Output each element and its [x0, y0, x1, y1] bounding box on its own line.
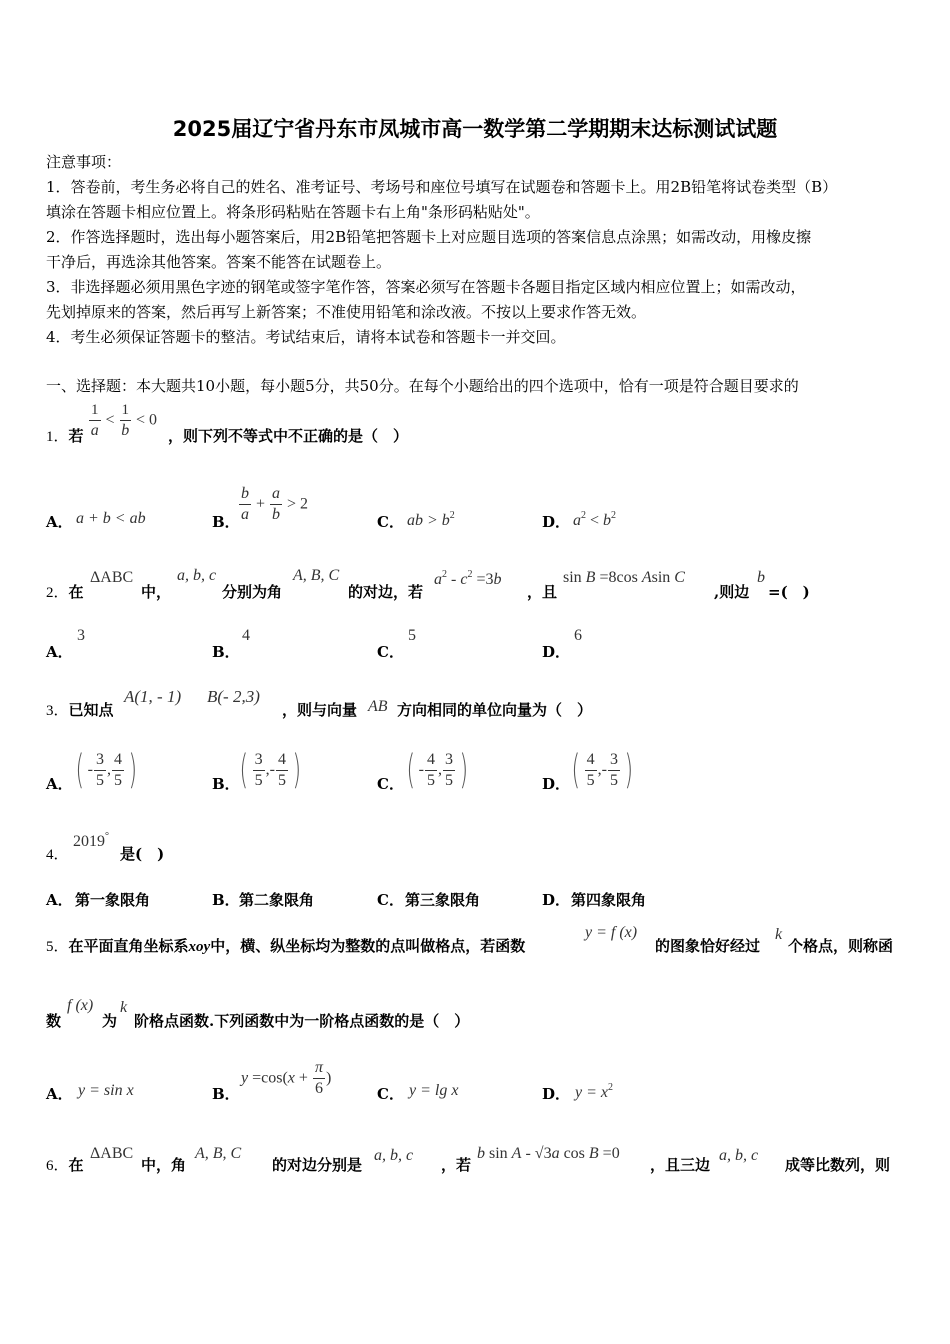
q5-text-3: 数 [46, 1012, 62, 1030]
q2-angles: A, B, C [293, 567, 340, 584]
q2-option-a: 3 [77, 627, 85, 644]
q4-option-d: 第四象限角 [571, 891, 647, 909]
q5-option-c-label: C． [377, 1085, 404, 1103]
q3-point-b: B(- 2,3) [207, 687, 260, 706]
question-5-start: 5．在平面直角坐标系xoy中，横、纵坐标均为整数的点叫做格点，若函数 [46, 937, 526, 955]
q3-point-a: A(1, - 1) [124, 687, 182, 706]
q3-option-b: ( $\frac{3}{5}$ , - $\frac{4}{5}$ ) [239, 747, 302, 793]
q5-option-d: $y = x^2$ [575, 1082, 613, 1101]
notice-line-7: 4．考生必须保证答题卡的整洁。考试结束后，请将本试卷和答题卡一并交回。 [46, 328, 566, 346]
q6-text-sides: 的对边分别是 [272, 1156, 363, 1174]
q4-angle: 2019° [73, 831, 109, 850]
q5-option-b-label: B． [212, 1085, 240, 1103]
q5-option-b: y =cos(x + $\frac{\pi}{6}$ ) [241, 1059, 332, 1097]
q2-option-a-label: A． [46, 643, 73, 661]
q2-text-end: =( ) [768, 583, 810, 601]
q6-text-and: ，且三边 [650, 1156, 711, 1174]
notice-line-4: 干净后，再选涂其他答案。答案不能答在试题卷上。 [46, 253, 392, 271]
q2-triangle: ΔABC [90, 569, 134, 586]
q6-text-if: ，若 [441, 1156, 472, 1174]
q4-option-b: 第二象限角 [239, 891, 315, 909]
q1-option-d-label: D． [542, 513, 571, 531]
q4-option-a-label: A． [46, 891, 73, 909]
question-2-start: 2．在 [46, 583, 84, 601]
q1-option-b-label: B． [212, 513, 240, 531]
q5-function: y = f (x) [585, 924, 638, 941]
q3-option-a: ( - $\frac{3}{5}$ , $\frac{4}{5}$ ) [75, 747, 138, 793]
q1-option-a: a + b < ab [76, 510, 146, 527]
q6-stem: 成等比数列，则 [785, 1156, 891, 1174]
q1-condition: $\frac{1}{a}$ < $\frac{1}{b}$ < 0 [90, 402, 158, 439]
q2-text-zhong: 中， [141, 583, 172, 601]
q3-option-d-label: D． [542, 775, 571, 793]
q2-text-side: ,则边 [714, 583, 750, 601]
exam-title: 2025届辽宁省丹东市凤城市高一数学第二学期期末达标测试试题 [172, 117, 778, 141]
q6-text-angle: 中，角 [141, 1156, 187, 1174]
q3-option-c-label: C． [377, 775, 404, 793]
q3-option-a-label: A． [46, 775, 73, 793]
q4-option-b-label: B． [212, 891, 240, 909]
notice-line-2: 填涂在答题卡相应位置上。将条形码粘贴在答题卡右上角"条形码粘贴处"。 [46, 203, 540, 221]
q2-condition: sin B =8cos Asin C [563, 569, 685, 586]
q3-text-vector: ，则与向量 [282, 701, 358, 719]
q5-text-1: 的图象恰好经过 [655, 937, 761, 955]
q4-option-c: 第三象限角 [405, 891, 481, 909]
notice-line-3: 2．作答选择题时，选出每小题答案后，用2B铅笔把答题卡上对应题目选项的答案信息点涂黑；如需改动，用橡皮擦 [46, 228, 812, 246]
q1-option-c-label: C． [377, 513, 404, 531]
section-heading: 一、选择题：本大题共10小题，每小题5分，共50分。在每个小题给出的四个选项中，恰有一项是符合题目要求的 [46, 377, 799, 395]
q5-option-d-label: D． [542, 1085, 571, 1103]
q5-option-c: y = lg x [409, 1082, 459, 1099]
q4-option-a: 第一象限角 [75, 891, 151, 909]
q6-sides: a, b, c [374, 1147, 414, 1164]
q5-k2: k [120, 999, 128, 1016]
q2-option-b: 4 [242, 627, 250, 644]
q2-text-if: 的对边，若 [348, 583, 424, 601]
question-6-start: 6．在 [46, 1156, 84, 1174]
q5-stem: 阶格点函数.下列函数中为一阶格点函数的是（ ） [134, 1012, 470, 1030]
q5-option-a: y = sin x [78, 1082, 134, 1099]
q2-option-d: 6 [574, 627, 582, 644]
q3-stem: 方向相同的单位向量为（ ） [397, 701, 593, 719]
q2-text-and: ，且 [527, 583, 558, 601]
q6-triangle: ΔABC [90, 1145, 134, 1162]
q2-equation: $a^2 - c^2 =3b$ [434, 569, 502, 588]
q4-option-c-label: C． [377, 891, 404, 909]
q2-option-c-label: C． [377, 643, 404, 661]
question-3-start: 3．已知点 [46, 701, 114, 719]
q2-option-c: 5 [408, 627, 416, 644]
q2-b: b [757, 569, 765, 586]
q6-condition: b sin A - √3a cos B =0 [477, 1145, 620, 1162]
q5-text-2: 个格点，则称函 [788, 937, 894, 955]
notice-line-1: 1．答卷前，考生务必将自己的姓名、准考证号、考场号和座位号填写在试题卷和答题卡上。用2B铅笔将试卷类型（B） [46, 178, 838, 196]
q6-angles: A, B, C [195, 1145, 242, 1162]
q5-k: k [775, 926, 783, 943]
q2-option-d-label: D． [542, 643, 571, 661]
q2-text-angles: 分别为角 [222, 583, 283, 601]
question-1: 1．若 [46, 427, 84, 445]
q3-ab: AB [368, 698, 388, 715]
q3-option-b-label: B． [212, 775, 240, 793]
q5-option-a-label: A． [46, 1085, 73, 1103]
q3-option-c: ( - $\frac{4}{5}$ , $\frac{3}{5}$ ) [406, 747, 469, 793]
q4-stem: 是( ) [120, 845, 165, 863]
notice-line-6: 先划掉原来的答案，然后再写上新答案；不准使用铅笔和涂改液。不按以上要求作答无效。 [46, 303, 647, 321]
q1-option-b: $\frac{b}{a}$ + $\frac{a}{b}$ > 2 [241, 485, 309, 523]
q2-option-b-label: B． [212, 643, 240, 661]
q5-text-4: 为 [102, 1012, 118, 1030]
notice-line-5: 3．非选择题必须用黑色字迹的钢笔或签字笔作答，答案必须写在答题卡各题目指定区域内相应位置上；如需改动， [46, 278, 806, 296]
q1-option-d: $a^2 < b^2$ [573, 510, 617, 529]
q3-option-d: ( $\frac{4}{5}$ , - $\frac{3}{5}$ ) [571, 747, 634, 793]
q1-option-a-label: A． [46, 513, 73, 531]
q6-sides-2: a, b, c [719, 1147, 759, 1164]
q4-option-d-label: D． [542, 891, 571, 909]
question-4-num: 4． [46, 847, 69, 863]
notice-heading: 注意事项： [46, 153, 122, 171]
q5-fx: f (x) [67, 997, 94, 1014]
q2-sides: a, b, c [177, 567, 217, 584]
q1-option-c: ab > $b^2$ [407, 510, 455, 529]
q1-stem: ，则下列不等式中不正确的是（ ） [168, 427, 409, 445]
